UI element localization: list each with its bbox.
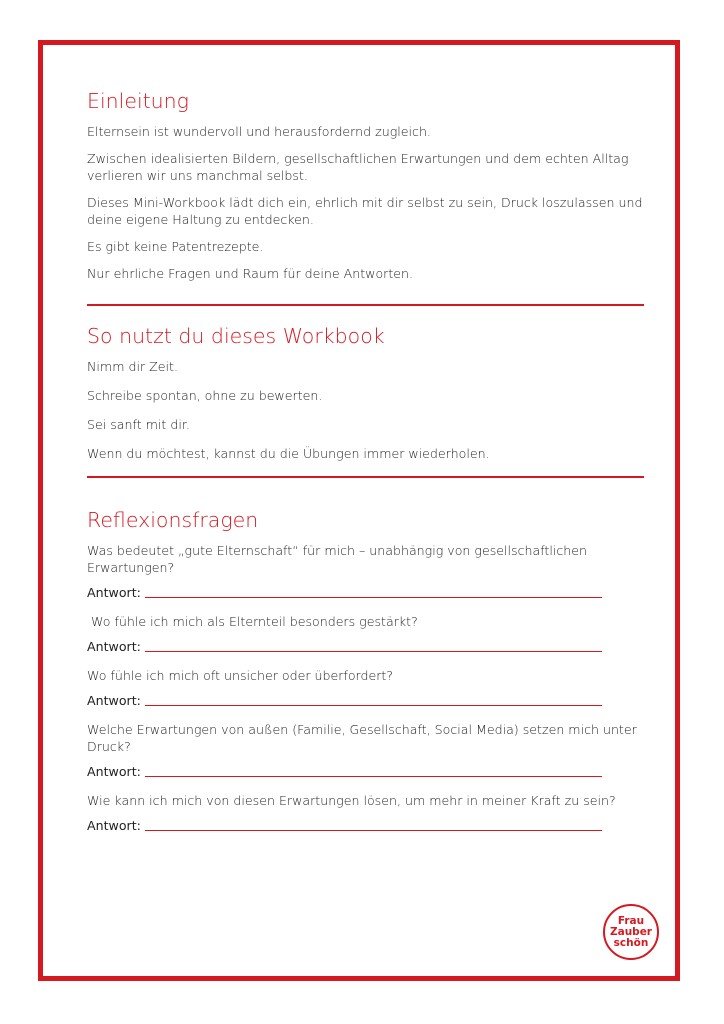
usage-paragraph: Nimm dir Zeit.	[87, 359, 178, 374]
answer-line[interactable]	[145, 776, 602, 777]
workbook-content	[87, 87, 647, 846]
logo-line: schön	[613, 936, 649, 949]
intro-title: Einleitung	[87, 89, 189, 113]
reflection-question: Wo fühle ich mich oft unsicher oder überfordert?	[87, 668, 394, 683]
section-divider	[87, 304, 644, 306]
reflection-section	[87, 506, 647, 834]
usage-paragraph: Wenn du möchtest, kannst du die Übungen immer wiederholen.	[87, 446, 490, 461]
usage-section	[87, 322, 647, 462]
answer-line[interactable]	[145, 597, 602, 598]
answer-label: Antwort:	[87, 693, 141, 708]
reflection-question: Wie kann ich mich von diesen Erwartungen lösen, um mehr in meiner Kraft zu sein?	[87, 793, 616, 808]
answer-label: Antwort:	[87, 764, 141, 779]
logo-line: Zauber	[610, 925, 652, 938]
answer-row	[87, 584, 647, 601]
answer-label: Antwort:	[87, 585, 141, 600]
reflection-title: Reflexionsfragen	[87, 508, 259, 532]
answer-label: Antwort:	[87, 639, 141, 654]
reflection-question: Was bedeutet „gute Elternschaft“ für mich – unabhängig von gesellschaftlichen Erwartungen?	[87, 543, 587, 575]
answer-line[interactable]	[145, 705, 602, 706]
intro-paragraph: Dieses Mini-Workbook lädt dich ein, ehrlich mit dir selbst zu sein, Druck loszulassen und deine eigene Haltung zu entdecken.	[87, 195, 643, 227]
reflection-question: Wo fühle ich mich als Elternteil besonders gestärkt?	[87, 614, 418, 629]
intro-paragraph: Elternsein ist wundervoll und herausfordernd zugleich.	[87, 124, 431, 139]
usage-paragraph: Sei sanft mit dir.	[87, 417, 190, 432]
answer-row	[87, 692, 647, 709]
reflection-question: Welche Erwartungen von außen (Familie, Gesellschaft, Social Media) setzen mich unter Druck?	[87, 722, 637, 754]
answer-label: Antwort:	[87, 818, 141, 833]
intro-section	[87, 87, 647, 282]
intro-paragraph: Nur ehrliche Fragen und Raum für deine Antworten.	[87, 266, 414, 281]
answer-row	[87, 763, 647, 780]
usage-paragraph: Schreibe spontan, ohne zu bewerten.	[87, 388, 323, 403]
answer-row	[87, 817, 647, 834]
section-divider	[87, 476, 644, 478]
answer-row	[87, 638, 647, 655]
logo-line: Frau	[617, 914, 645, 927]
usage-title: So nutzt du dieses Workbook	[87, 324, 385, 348]
answer-line[interactable]	[145, 651, 602, 652]
answer-line[interactable]	[145, 830, 602, 831]
intro-paragraph: Zwischen idealisierten Bildern, gesellschaftlichen Erwartungen und dem echten Alltag verlieren wir uns manchmal selbst.	[87, 151, 629, 183]
intro-paragraph: Es gibt keine Patentrezepte.	[87, 239, 264, 254]
brand-logo	[603, 904, 659, 960]
